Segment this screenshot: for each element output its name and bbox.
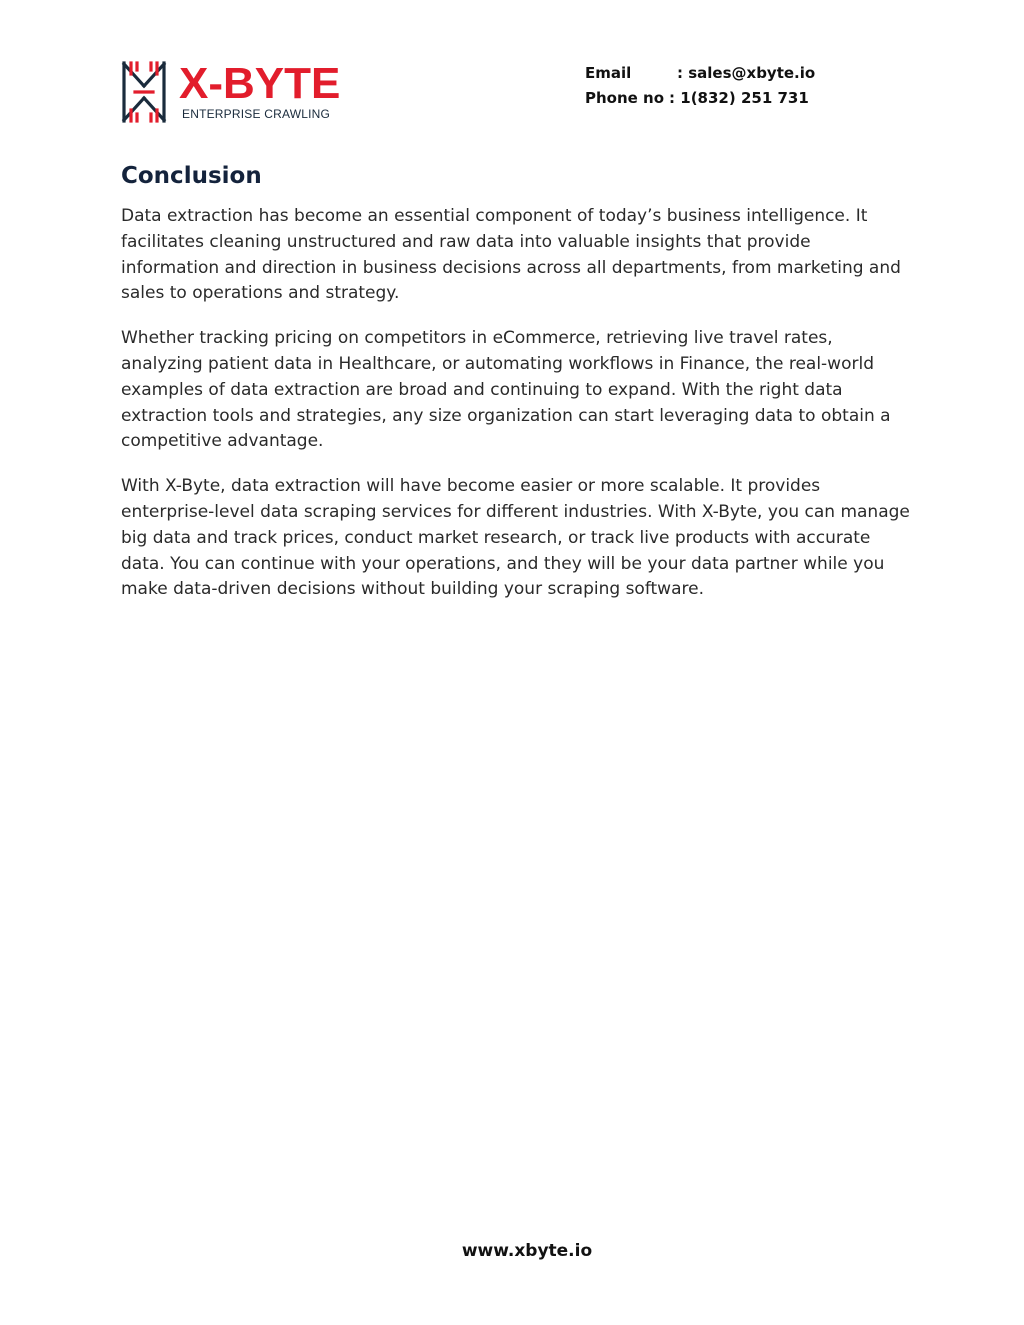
logo-tagline: ENTERPRISE CRAWLING xyxy=(182,107,331,121)
phone-value: : 1(832) 251 731 xyxy=(669,89,809,107)
paragraph-examples: Whether tracking pricing on competitors in eCommerce, retrieving live travel rates, analyzing patient data in Healthcare, or automating workflows in Finance, the real-world examples of data extraction are broad and continuing to expand. With the right data extraction tools and strategies, any size organization can start leveraging data to obtain a competitive advantage. xyxy=(121,328,891,452)
email-row xyxy=(585,61,815,86)
contact-block xyxy=(585,61,815,111)
paragraph-intro: Data extraction has become an essential component of today’s business intelligence. It facilitates cleaning unstructured and raw data into valuable insights that provide information and direction in business decisions across all departments, from marketing and sales to operations and strategy. xyxy=(121,206,901,304)
phone-row xyxy=(585,86,815,111)
paragraph-xbyte: With X-Byte, data extraction will have become easier or more scalable. It provides enterprise-level data scraping services for different industries. With X-Byte, you can manage big data and track prices, conduct market research, or track live products with accurate data. You can continue with your operations, and they will be your data partner while you make data-driven decisions without building your scraping software. xyxy=(121,476,910,600)
xbyte-logo-icon xyxy=(121,60,167,124)
brand-logo xyxy=(121,60,361,126)
email-label: Email xyxy=(585,64,632,82)
logo-wordmark: X-BYTE xyxy=(179,59,341,108)
main-content xyxy=(121,160,911,622)
email-value: : sales@xbyte.io xyxy=(677,64,816,82)
phone-label: Phone no xyxy=(585,89,665,107)
footer-website: www.xbyte.io xyxy=(461,1241,593,1261)
section-heading: Conclusion xyxy=(121,163,262,189)
page-header xyxy=(0,0,1024,140)
